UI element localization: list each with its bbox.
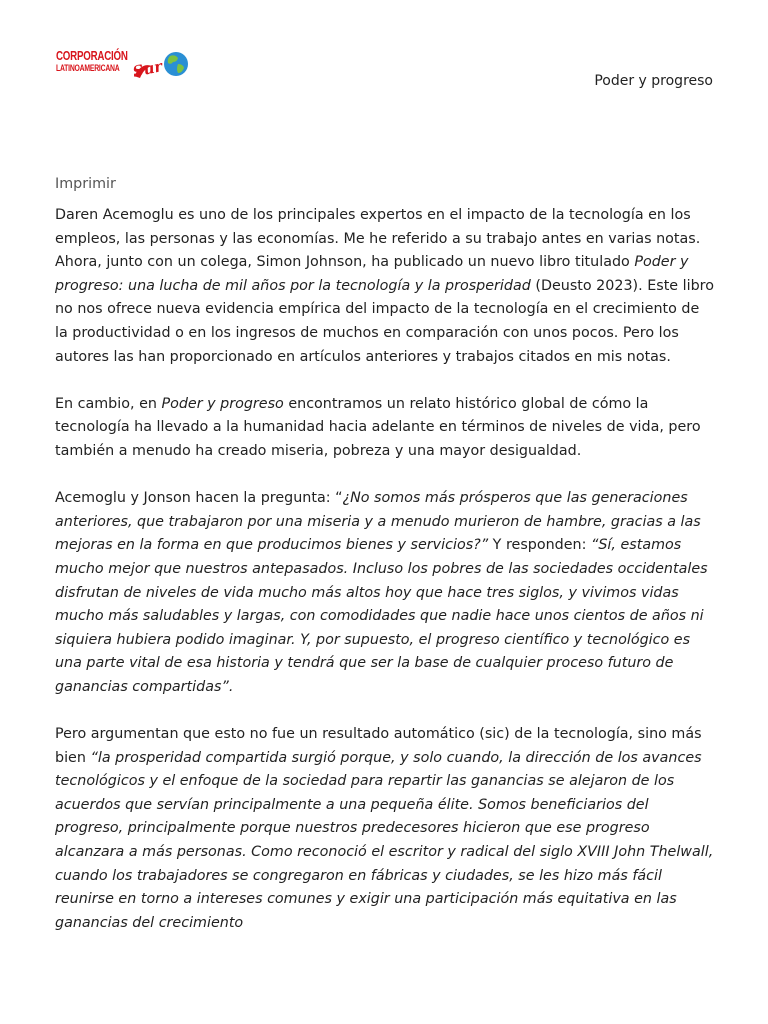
paragraph-3-text-b: Y responden: — [488, 537, 591, 554]
paragraph-1 — [55, 204, 715, 369]
logo-mark: Sur — [131, 57, 164, 81]
document-title: Poder y progreso — [594, 73, 713, 89]
page-header — [0, 0, 768, 110]
quote-answer: “Sí, estamos mucho mejor que nuestros antepasados. Incluso los pobres de las sociedades occidentales disfrutan de niveles de vida mucho más altos hoy que hace tres siglos, y vivimos vidas mucho más saludables y largas, con comodidades que nadie hace unos cientos de años ni siquiera hubiera podido imaginar. Y, por supuesto, el progreso científico y tecnológico es una parte vital de esa historia y tendrá que ser la base de cualquier proceso futuro de ganancias compartidas”. — [55, 537, 708, 695]
book-title-short-emphasis: Poder y progreso — [161, 395, 284, 412]
corporacion-logo[interactable] — [56, 50, 192, 84]
paragraph-4 — [55, 723, 715, 935]
paragraph-2-text-b: encontramos un relato histórico global de cómo la tecnología ha llevado a la humanidad hacia adelante en términos de niveles de vida, pero también a menudo ha creado miseria, pobreza y una mayor desigualdad. — [55, 395, 701, 459]
quote-question: ¿No somos más prósperos que las generaciones anteriores, que trabajaron por una miseria y a menudo murieron de hambre, gracias a las mejoras en la forma en que producimos bienes y servicios?” — [55, 490, 701, 554]
book-title-emphasis: Poder y progreso: una lucha de mil años por la tecnología y la prosperidad — [55, 254, 689, 294]
quote-shared-prosperity: “la prosperidad compartida surgió porque, y solo cuando, la dirección de los avances tecnológicos y el enfoque de la sociedad para repartir las ganancias se alejaron de los acuerdos que servían principalmente a una pequeña élite. Somos beneficiarios del progreso, principalmente porque nuestros predecesores hicieron que ese progreso alcanzara a más personas. Como reconoció el escritor y radical del siglo XVIII John Thelwall, cuando los trabajadores se congregaron en fábricas y ciudades, se les hizo más fácil reunirse en torno a intereses comunes y exigir una participación más equitativa en las ganancias del crecimiento — [55, 749, 714, 931]
globe-icon — [130, 50, 192, 84]
logo-line1: CORPORACIÓN — [56, 49, 128, 63]
paragraph-1-text-a: Daren Acemoglu es uno de los principales expertos en el impacto de la tecnología en los empleos, las personas y las economías. Me he referido a su trabajo antes en varias notas. Ahora, junto con un colega, Simon Johnson, ha publicado un nuevo libro titulado — [55, 207, 701, 271]
paragraph-3 — [55, 487, 715, 699]
paragraph-2-text-a: En cambio, en — [55, 395, 162, 412]
paragraph-1-text-b: (Deusto 2023). Este libro no nos ofrece nueva evidencia empírica del impacto de la tecnología en el crecimiento de la productividad o en los ingresos de muchos en comparación con unos pocos. Pero los autores las han proporcionado en artículos anteriores y trabajos citados en mis notas. — [55, 277, 714, 365]
logo-line2: LATINOAMERICANA — [56, 63, 120, 74]
paragraph-2 — [55, 393, 715, 464]
paragraph-3-text-a: Acemoglu y Jonson hacen la pregunta: “ — [55, 490, 343, 507]
print-link[interactable]: Imprimir — [55, 176, 116, 192]
article-body — [55, 174, 715, 959]
paragraph-4-text-a: Pero argumentan que esto no fue un resultado automático (sic) de la tecnología, sino más bien — [55, 726, 702, 766]
